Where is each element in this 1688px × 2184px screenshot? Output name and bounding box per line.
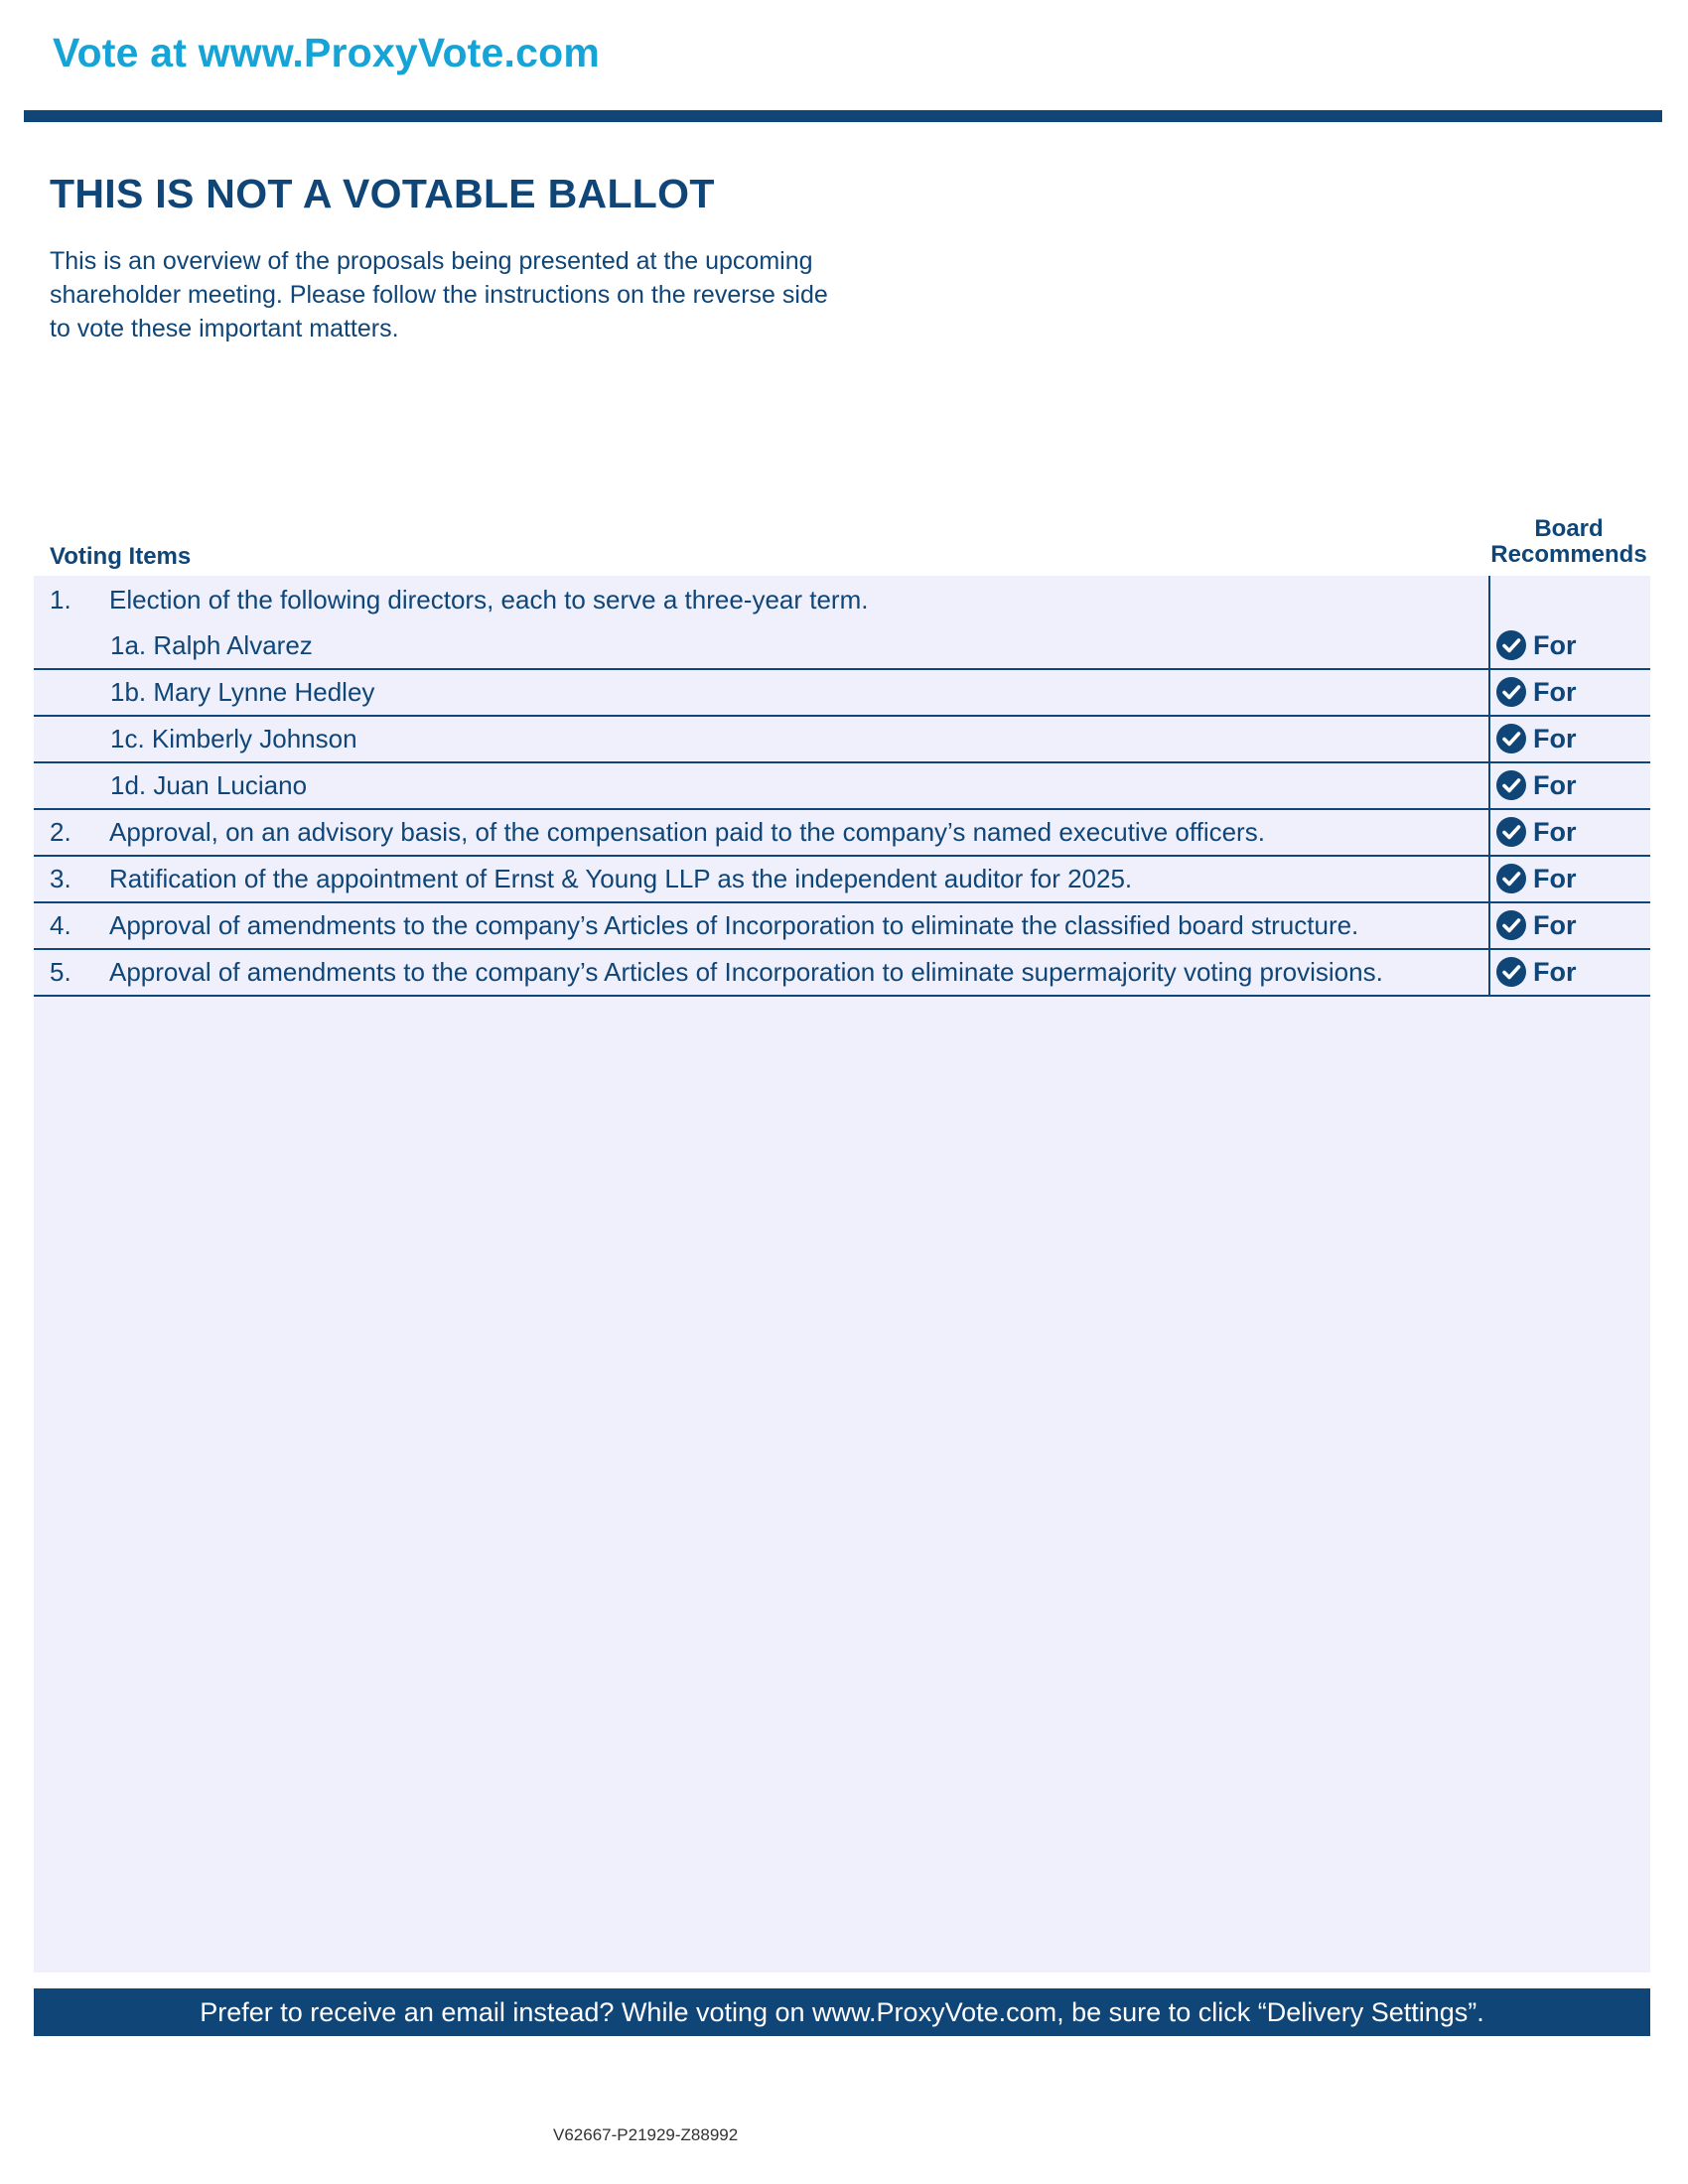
delivery-settings-banner: Prefer to receive an email instead? While voting on www.ProxyVote.com, be sure to click “Delivery Settings”. (34, 1988, 1650, 2036)
recommendation-cell (1488, 670, 1650, 715)
check-circle-icon (1495, 956, 1527, 988)
recommendation-cell (1488, 717, 1650, 761)
recommendation-label: For (1533, 816, 1577, 847)
recommendation-label: For (1533, 769, 1577, 800)
row-content (34, 902, 1488, 948)
nominee-name: 1b. Mary Lynne Hedley (110, 677, 375, 707)
recommendation-cell (1488, 903, 1650, 948)
item-1a-line (34, 622, 1488, 668)
recommendation-cell (1488, 950, 1650, 995)
check-circle-icon (1495, 909, 1527, 941)
row-content (34, 809, 1488, 855)
check-circle-icon (1495, 629, 1527, 661)
table-row (34, 670, 1650, 717)
recommendation-label: For (1533, 909, 1577, 940)
table-row (34, 576, 1650, 670)
check-circle-icon (1495, 769, 1527, 801)
recommendation-label: For (1533, 676, 1577, 707)
row-content (34, 762, 1488, 808)
recommendation-cell (1488, 576, 1650, 668)
row-content (34, 577, 1488, 668)
table-row (34, 763, 1650, 810)
check-circle-icon (1495, 723, 1527, 754)
document-code: V62667-P21929-Z88992 (553, 2125, 739, 2144)
row-content (34, 949, 1488, 995)
table-row (34, 950, 1650, 997)
item-number: 4. (50, 910, 71, 940)
table-row (34, 857, 1650, 903)
item-number: 2. (50, 817, 71, 847)
item-text: Election of the following directors, each to serve a three-year term. (109, 585, 869, 614)
voting-items-header: Voting Items (50, 543, 192, 570)
proxyvote-link[interactable]: Vote at www.ProxyVote.com (53, 30, 601, 75)
item-text: Ratification of the appointment of Ernst & Young LLP as the independent auditor for 2025. (109, 864, 1133, 893)
recommendation-label: For (1533, 723, 1577, 753)
row-content (34, 856, 1488, 901)
header-rule (24, 110, 1662, 122)
recommendation-cell (1488, 810, 1650, 855)
recommendation-cell (1488, 763, 1650, 808)
nominee-name: 1a. Ralph Alvarez (110, 630, 313, 660)
item-text: Approval of amendments to the company’s Articles of Incorporation to eliminate supermajority voting provisions. (109, 957, 1383, 987)
board-header-line1: Board (1534, 515, 1604, 542)
recommendation-cell (1488, 857, 1650, 901)
nominee-name: 1d. Juan Luciano (110, 770, 308, 800)
item-1-line (34, 577, 1488, 622)
table-row (34, 717, 1650, 763)
item-number: 3. (50, 864, 71, 893)
item-text: Approval of amendments to the company’s Articles of Incorporation to eliminate the classified board structure. (109, 910, 1359, 940)
row-content (34, 669, 1488, 715)
table-row (34, 810, 1650, 857)
board-header-line2: Recommends (1490, 541, 1647, 568)
recommendation-label: For (1533, 629, 1577, 660)
nominee-name: 1c. Kimberly Johnson (110, 724, 357, 753)
item-number: 5. (50, 957, 71, 987)
item-number: 1. (50, 585, 71, 614)
recommendation-label: For (1533, 863, 1577, 893)
item-text: Approval, on an advisory basis, of the compensation paid to the company’s named executive officers. (109, 817, 1265, 847)
recommendation-label: For (1533, 956, 1577, 987)
check-circle-icon (1495, 816, 1527, 848)
check-circle-icon (1495, 676, 1527, 708)
table-row (34, 903, 1650, 950)
check-circle-icon (1495, 863, 1527, 894)
row-content (34, 716, 1488, 761)
page-title: THIS IS NOT A VOTABLE BALLOT (50, 171, 715, 216)
voting-items-table (34, 576, 1650, 997)
board-recommends-header (1489, 516, 1648, 568)
intro-text: This is an overview of the proposals being presented at the upcoming shareholder meeting. Please follow the instructions on the reverse side to vote these important matters. (50, 247, 828, 342)
